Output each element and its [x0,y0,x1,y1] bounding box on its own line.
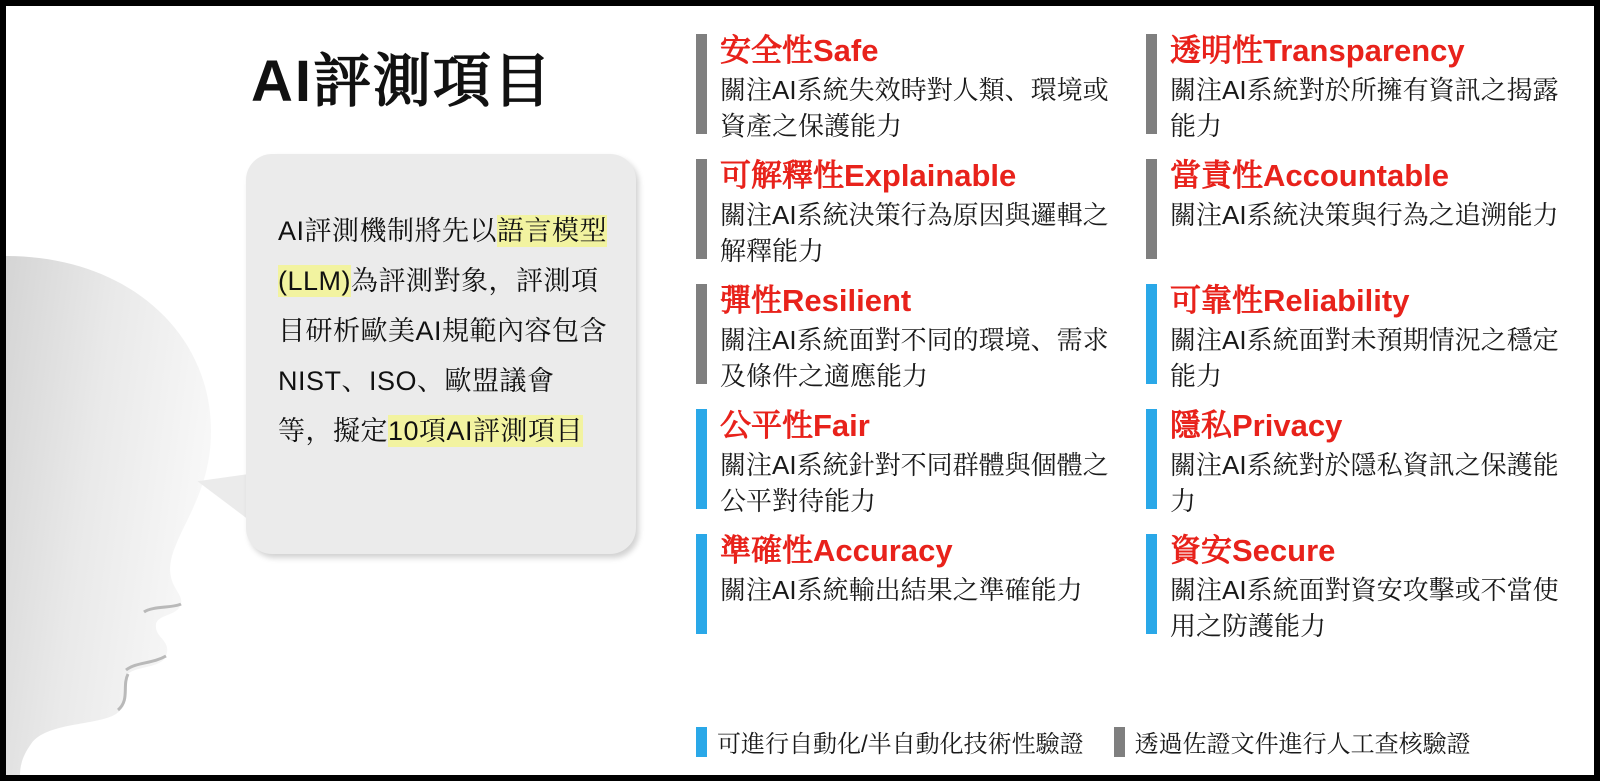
item-title: 當責性Accountable [1170,158,1450,193]
speech-bubble-text [278,206,608,456]
item-accent-bar [1146,284,1157,384]
item-title: 資安Secure [1170,533,1336,568]
item-accent-bar [1146,159,1157,259]
item-title: 透明性Transparency [1170,33,1465,68]
evaluation-item [696,32,1126,141]
item-accent-bar [696,284,707,384]
head-silhouette-icon [0,256,236,776]
items-column-right [1146,32,1576,657]
legend [696,724,1471,759]
evaluation-item [1146,282,1576,391]
item-title: 準確性Accuracy [720,533,953,568]
left-panel [6,6,666,775]
highlighted-text: 語言模型(LLM) [278,216,608,296]
item-title: 公平性Fair [720,408,870,443]
legend-entry [696,724,1084,759]
item-title: 安全性Safe [720,33,879,68]
item-description: 關注AI系統針對不同群體與個體之公平對待能力 [720,450,1109,516]
evaluation-item [1146,532,1576,641]
item-description: 關注AI系統對於所擁有資訊之揭露能力 [1170,75,1559,141]
item-accent-bar [1146,409,1157,509]
item-description: 關注AI系統面對資安攻擊或不當使用之防護能力 [1170,575,1559,641]
item-description: 關注AI系統面對未預期情況之穩定能力 [1170,325,1559,391]
bubble-text-run: AI評測機制將先以 [278,216,498,246]
item-title: 隱私Privacy [1170,408,1343,443]
item-accent-bar [696,34,707,134]
evaluation-item [696,407,1126,516]
evaluation-item [1146,32,1576,141]
evaluation-item [1146,407,1576,516]
item-description: 關注AI系統面對不同的環境、需求及條件之適應能力 [720,325,1109,391]
item-accent-bar [696,534,707,634]
bubble-text-run: 為評測對象，評測項目研析歐美AI規範內容包含NIST、ISO、歐盟議會等，擬定 [278,266,608,446]
item-title: 可靠性Reliability [1170,283,1410,318]
evaluation-item [696,532,1126,637]
item-description: 關注AI系統決策與行為之追溯能力 [1170,200,1559,230]
highlighted-text: 10項AI評測項目 [388,416,584,446]
evaluation-item [696,157,1126,266]
item-description: 關注AI系統輸出結果之準確能力 [720,575,1083,605]
item-accent-bar [1146,34,1157,134]
item-description: 關注AI系統決策行為原因與邏輯之解釋能力 [720,200,1109,266]
item-description: 關注AI系統對於隱私資訊之保護能力 [1170,450,1559,516]
item-accent-bar [696,159,707,259]
legend-label: 可進行自動化/半自動化技術性驗證 [717,731,1084,758]
items-column-left [696,32,1126,657]
item-title: 可解釋性Explainable [720,158,1017,193]
item-description: 關注AI系統失效時對人類、環境或資產之保護能力 [720,75,1109,141]
item-accent-bar [1146,534,1157,634]
legend-color-swatch [696,727,707,757]
legend-entry [1114,724,1471,759]
legend-label: 透過佐證文件進行人工查核驗證 [1134,731,1471,758]
evaluation-item [1146,157,1576,262]
item-accent-bar [696,409,707,509]
legend-color-swatch [1114,727,1125,757]
evaluation-item [696,282,1126,391]
page-title: AI評測項目 [251,49,554,114]
item-title: 彈性Resilient [720,283,912,318]
